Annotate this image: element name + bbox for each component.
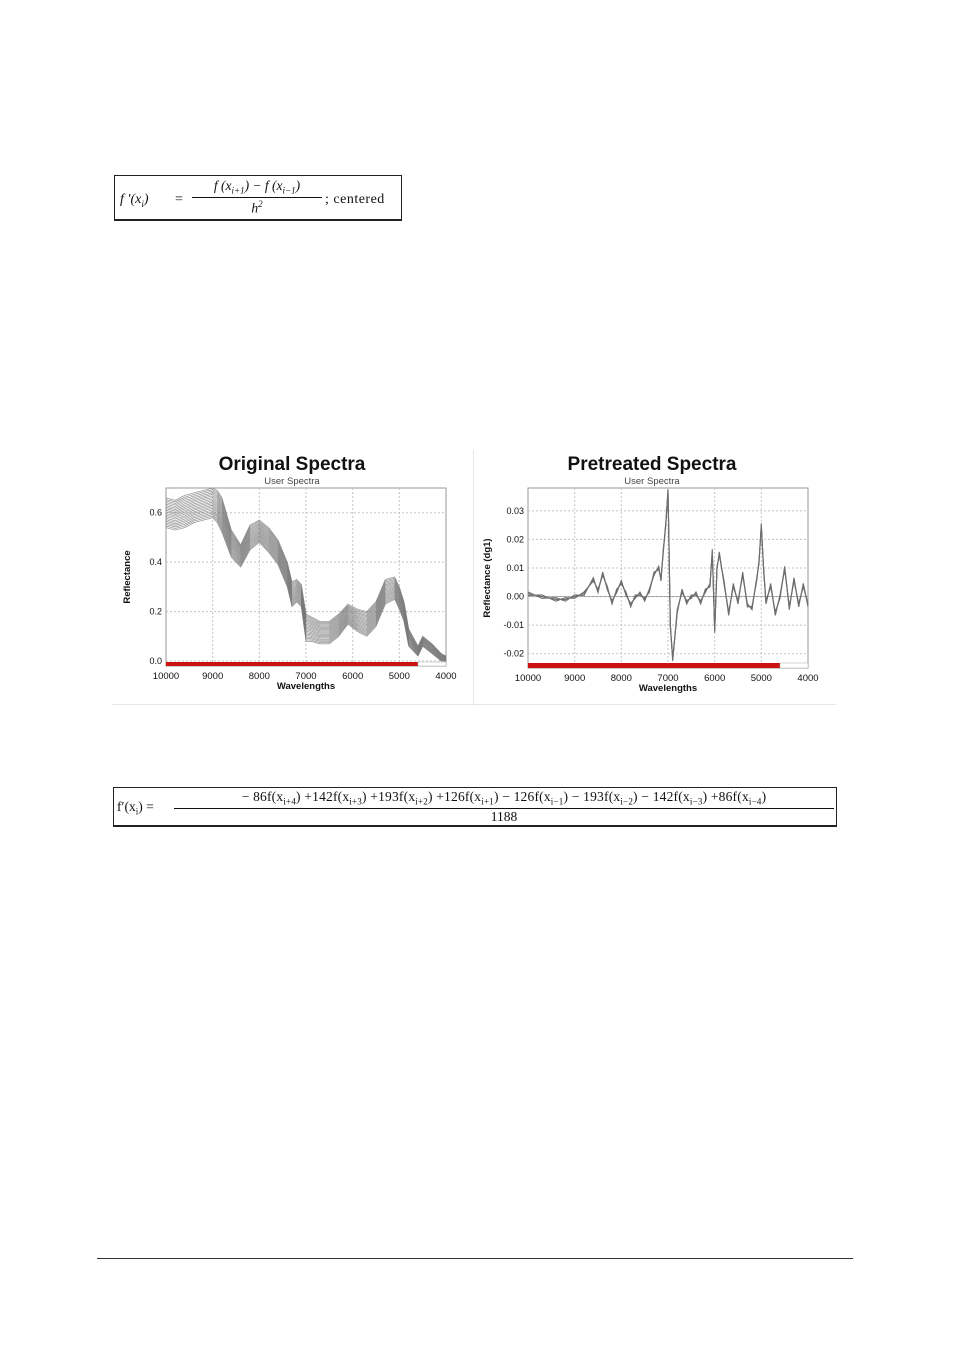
x-tick-label: 8000 bbox=[248, 671, 270, 682]
x-tick-label: 4000 bbox=[435, 671, 457, 682]
formula2-term: − 86f(x bbox=[241, 789, 284, 804]
centered-difference-formula bbox=[114, 175, 402, 221]
figure-bottom-rule bbox=[112, 704, 836, 705]
x-tick-label: 10000 bbox=[514, 673, 542, 684]
y-tick-label: 0.0 bbox=[149, 656, 162, 667]
formula1-equals: = bbox=[175, 192, 183, 207]
formula2-lhs: $f'(x_i)$ = bbox=[117, 799, 154, 817]
unselected-range-bar bbox=[418, 662, 446, 666]
y-tick-label: 0.01 bbox=[506, 563, 524, 573]
formula2-term-subscript: i+4 bbox=[283, 796, 297, 807]
formula1-centered-label: ; centered bbox=[325, 192, 385, 207]
chart-subtitle: User Spectra bbox=[624, 476, 680, 487]
spectra-figure bbox=[112, 446, 836, 708]
formula2-term-subscript: i−4 bbox=[748, 796, 762, 807]
formula2-term: ) +142f(x bbox=[296, 789, 350, 804]
selected-range-bar bbox=[166, 662, 418, 666]
formula2-numerator bbox=[174, 789, 834, 807]
footer-rule bbox=[97, 1258, 853, 1259]
x-tick-label: 5000 bbox=[388, 671, 410, 682]
x-tick-label: 9000 bbox=[564, 673, 586, 684]
formula2-term-subscript: i+1 bbox=[481, 796, 494, 807]
x-tick-label: 8000 bbox=[610, 673, 632, 684]
x-tick-label: 7000 bbox=[657, 673, 679, 684]
x-tick-label: 6000 bbox=[704, 673, 726, 684]
formula2-term: ) − 142f(x bbox=[633, 789, 690, 804]
y-tick-label: -0.01 bbox=[503, 620, 524, 631]
selected-range-bar bbox=[528, 663, 780, 668]
y-tick-label: 0.00 bbox=[506, 591, 524, 602]
x-tick-label: 5000 bbox=[750, 673, 772, 684]
x-tick-label: 9000 bbox=[202, 671, 224, 682]
chart-title: Original Spectra bbox=[218, 454, 366, 475]
savitzky-golay-derivative-formula bbox=[113, 787, 837, 827]
x-axis-label: Wavelengths bbox=[276, 681, 336, 692]
formula2-term-subscript: i−3 bbox=[689, 796, 703, 807]
y-tick-label: 0.4 bbox=[149, 557, 162, 568]
formula2-term-subscript: i+3 bbox=[349, 796, 362, 807]
y-tick-label: 0.6 bbox=[149, 507, 162, 518]
original-spectra-chart bbox=[112, 446, 462, 704]
x-tick-label: 4000 bbox=[797, 673, 819, 684]
x-tick-label: 10000 bbox=[152, 671, 180, 682]
y-axis-label: Reflectance bbox=[122, 550, 133, 604]
pretreated-spectra-chart bbox=[474, 446, 836, 704]
formula2-term: ) − 126f(x bbox=[493, 789, 551, 804]
formula1-fraction-bar bbox=[192, 197, 322, 198]
x-tick-label: 7000 bbox=[295, 671, 317, 682]
y-axis-label: Reflectance (dg1) bbox=[482, 538, 493, 618]
x-axis-label: Wavelengths bbox=[638, 683, 698, 694]
y-tick-label: -0.02 bbox=[503, 648, 524, 659]
formula2-term: ) +193f(x bbox=[362, 789, 416, 804]
formula1-denominator: $h^2$ bbox=[251, 198, 263, 216]
formula2-term-subscript: i−1 bbox=[550, 796, 564, 807]
chart-subtitle: User Spectra bbox=[264, 476, 320, 487]
y-tick-label: 0.02 bbox=[506, 534, 524, 545]
y-tick-label: 0.03 bbox=[506, 505, 524, 516]
formula2-fraction bbox=[174, 789, 834, 825]
chart-title: Pretreated Spectra bbox=[567, 454, 737, 475]
x-tick-label: 6000 bbox=[342, 671, 364, 682]
formula2-denominator: 1188 bbox=[490, 808, 518, 824]
formula2-term: ) − 193f(x bbox=[563, 789, 621, 804]
formula1-lhs: f $'(x_i)$ bbox=[120, 192, 149, 209]
unselected-range-bar bbox=[780, 663, 808, 668]
formula2-term: ) bbox=[761, 789, 767, 804]
formula2-term-subscript: i−2 bbox=[620, 796, 634, 807]
formula2-term-subscript: i+2 bbox=[415, 796, 428, 807]
formula1-numerator: f $(x_{i+1}) - f$ $(x_{i-1})$ bbox=[213, 178, 301, 196]
formula1-fraction bbox=[190, 178, 324, 216]
y-tick-label: 0.2 bbox=[149, 606, 162, 617]
formula2-term: ) +126f(x bbox=[427, 789, 482, 804]
formula2-term: ) +86f(x bbox=[702, 789, 749, 804]
